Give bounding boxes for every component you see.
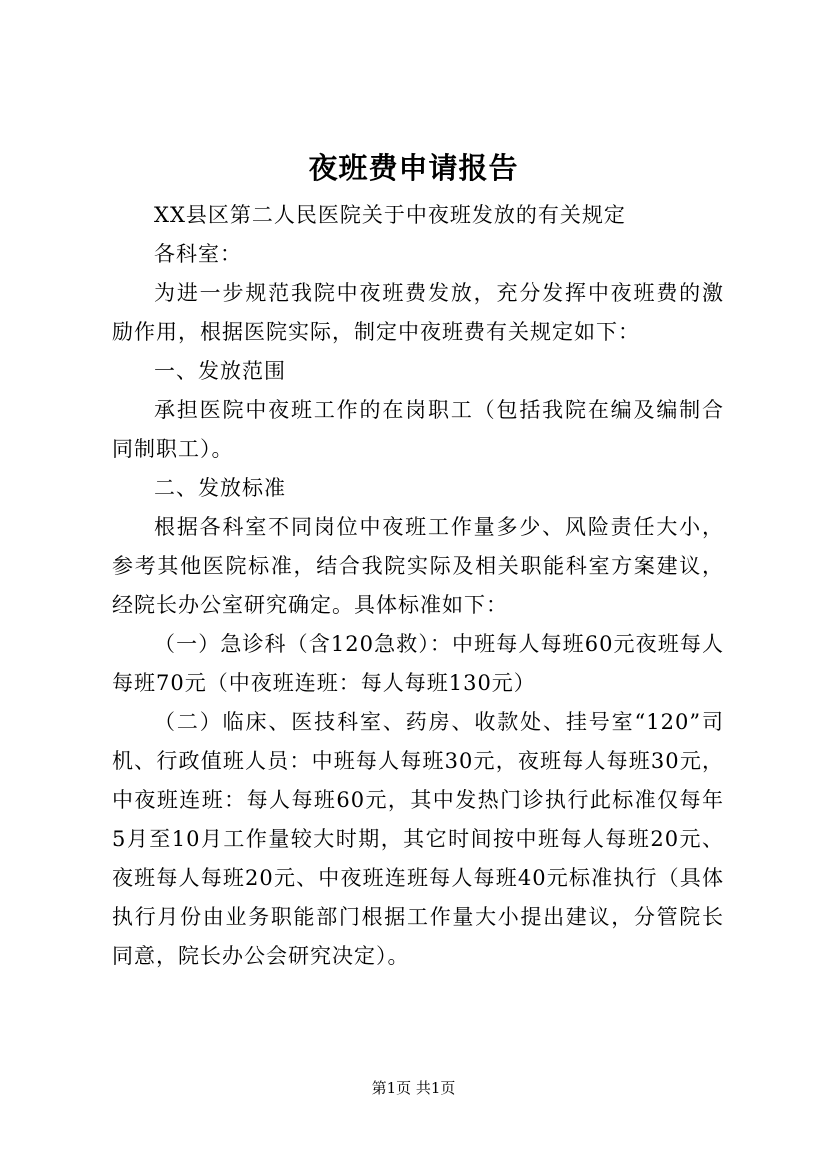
document-body <box>112 196 724 976</box>
regulation-heading: XX县区第二人民医院关于中夜班发放的有关规定 <box>154 203 626 227</box>
document-title: 夜班费申请报告 <box>308 151 519 185</box>
standard-intro-paragraph: 根据各科室不同岗位中夜班工作量多少、风险责任大小，参考其他医院标准，结合我院实际及相关职能科室方案建议，经院长办公室研究确定。具体标准如下： <box>112 515 724 617</box>
section-heading-scope: 一、发放范围 <box>154 359 286 383</box>
standard-item-emergency: （一）急诊科（含120急救）：中班每人每班60元夜班每人每班70元（中夜班连班：每人每班130元） <box>112 632 724 695</box>
scope-paragraph: 承担医院中夜班工作的在岗职工（包括我院在编及编制合同制职工）。 <box>112 398 724 461</box>
section-heading-standard: 二、发放标准 <box>154 476 286 500</box>
page-number: 第1页 共1页 <box>371 1079 456 1097</box>
standard-item-clinical: （二）临床、医技科室、药房、收款处、挂号室“120”司机、行政值班人员：中班每人每班30元，夜班每人每班30元，中夜班连班：每人每班60元，其中发热门诊执行此标准仅每年5月至10月工作量较大时期，其它时间按中班每人每班20元、夜班每人每班20元、中夜班连班每人每班40元标准执行（具体执行月份由业务职能部门根据工作量大小提出建议，分管院长同意，院长办公会研究决定）。 <box>112 710 724 968</box>
intro-paragraph: 为进一步规范我院中夜班费发放，充分发挥中夜班费的激励作用，根据医院实际，制定中夜班费有关规定如下： <box>112 281 724 344</box>
salutation: 各科室： <box>154 242 242 266</box>
